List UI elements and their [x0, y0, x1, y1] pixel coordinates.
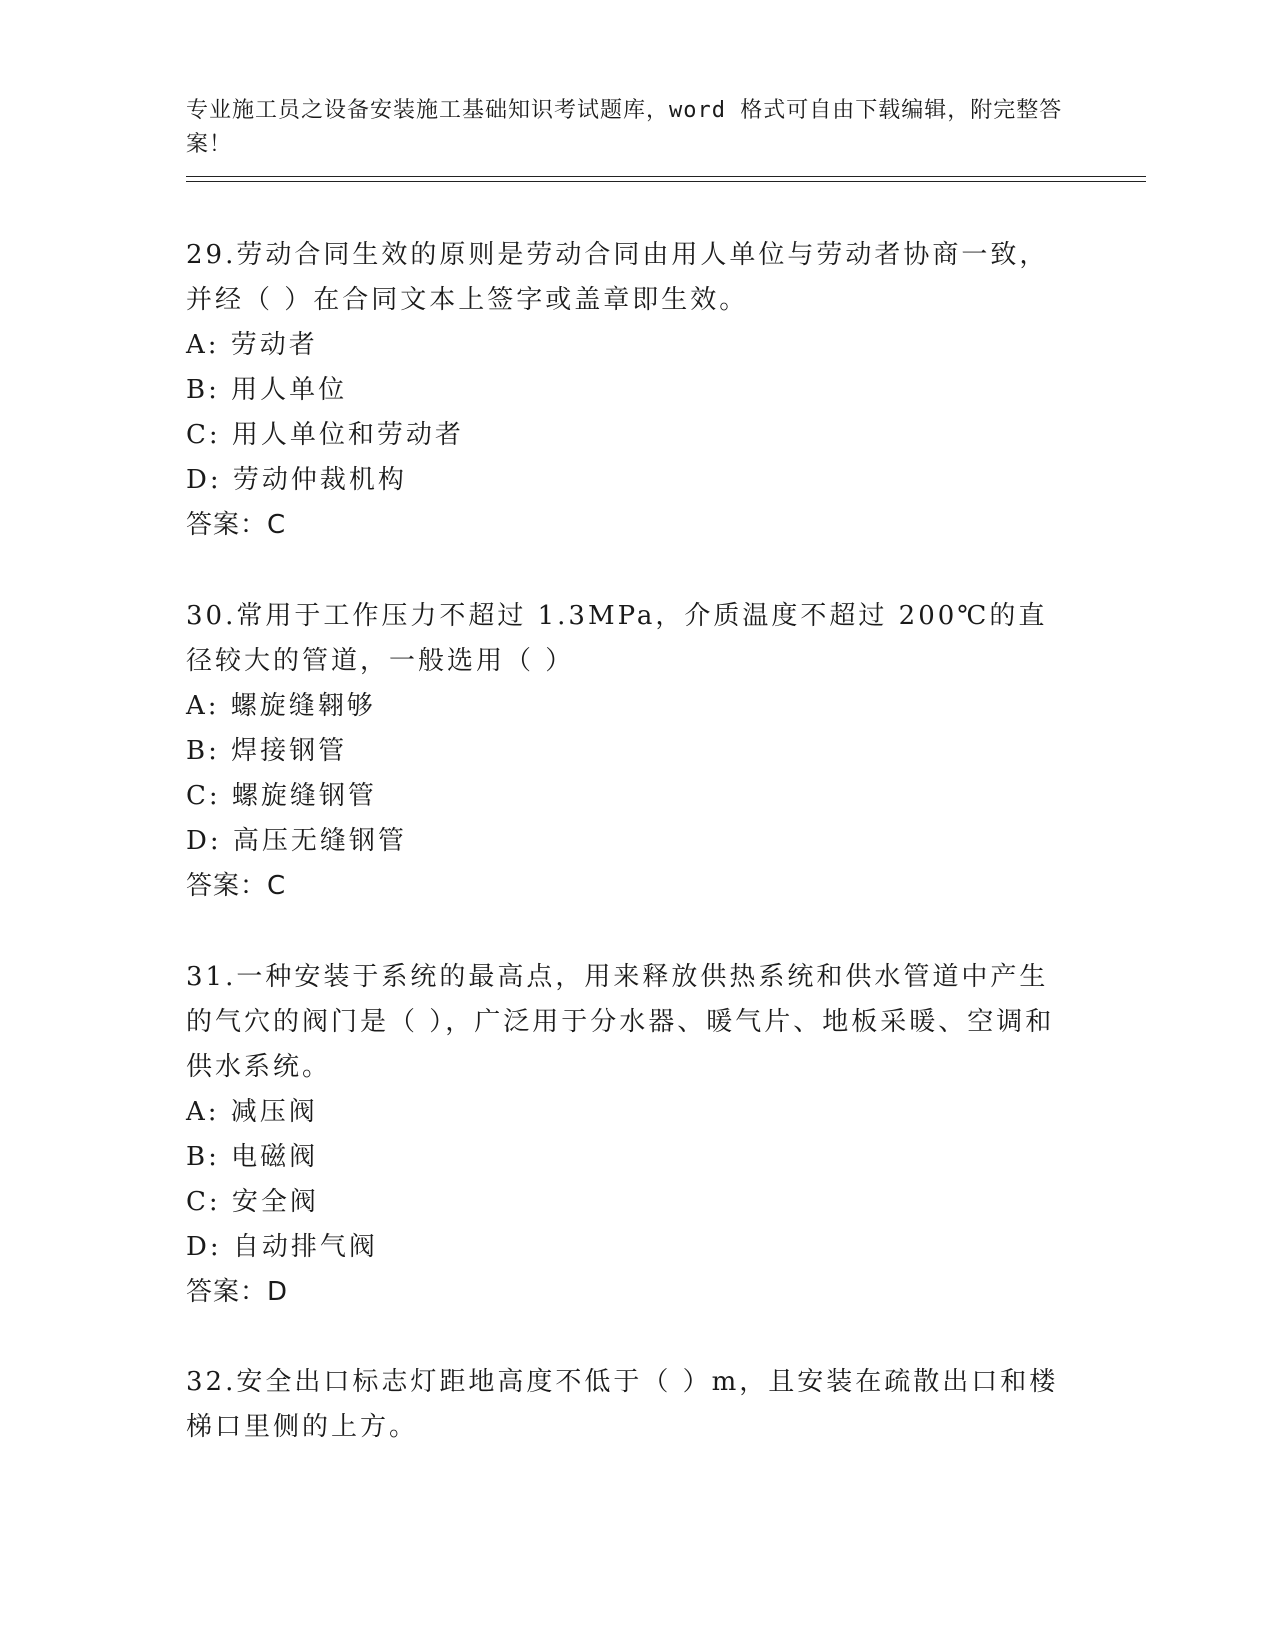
question-29 [186, 233, 1066, 548]
option-b: B: 用人单位 [186, 375, 348, 405]
question-30 [186, 594, 1066, 909]
option-b: B: 焊接钢管 [186, 736, 348, 766]
answer-line: 答案：C [186, 510, 287, 540]
question-text: 30.常用于工作压力不超过 1.3MPa，介质温度不超过 200℃的直径较大的管道，一般选用（ ） [186, 601, 1048, 676]
question-text: 32.安全出口标志灯距地高度不低于（ ）m，且安装在疏散出口和楼梯口里侧的上方。 [186, 1367, 1059, 1442]
option-a: A: 劳动者 [186, 330, 318, 360]
option-a: A: 螺旋缝翱够 [186, 691, 376, 721]
option-a: A: 减压阀 [186, 1097, 318, 1127]
question-31 [186, 955, 1066, 1315]
question-32 [186, 1360, 1066, 1450]
option-c: C: 螺旋缝钢管 [186, 781, 377, 811]
header-rule-bottom [186, 181, 1146, 182]
option-c: C: 用人单位和劳动者 [186, 420, 464, 450]
option-d: D: 高压无缝钢管 [186, 826, 407, 856]
option-c: C: 安全阀 [186, 1187, 319, 1217]
document-page [186, 0, 1146, 1650]
option-d: D: 劳动仲裁机构 [186, 465, 407, 495]
question-text: 31.一种安装于系统的最高点，用来释放供热系统和供水管道中产生的气穴的阀门是（ ），广泛用于分水器、暖气片、地板采暖、空调和供水系统。 [186, 962, 1055, 1082]
option-d: D: 自动排气阀 [186, 1232, 378, 1262]
document-header: 专业施工员之设备安装施工基础知识考试题库，word 格式可自由下载编辑，附完整答案！ [186, 98, 1063, 157]
question-text: 29.劳动合同生效的原则是劳动合同由用人单位与劳动者协商一致，并经（ ）在合同文本上签字或盖章即生效。 [186, 240, 1049, 315]
answer-line: 答案：C [186, 871, 287, 901]
header-rule-top [186, 176, 1146, 177]
option-b: B: 电磁阀 [186, 1142, 319, 1172]
answer-line: 答案：D [186, 1277, 289, 1307]
